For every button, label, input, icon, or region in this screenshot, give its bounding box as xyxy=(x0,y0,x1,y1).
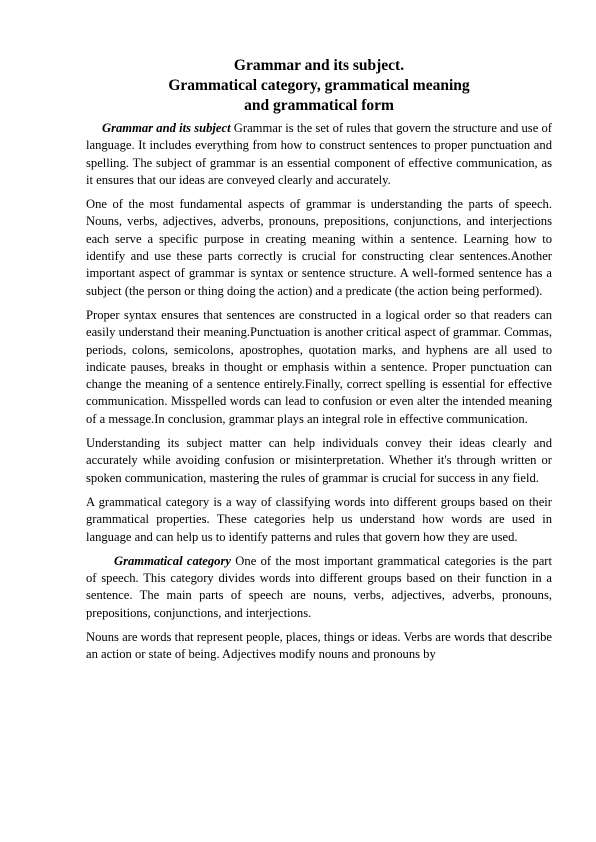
paragraph-grammatical-category-definition: A grammatical category is a way of classifying words into different groups based on their grammatical properties. These categories help us understand how words are used in language and can help us to identify patterns and rules that govern how they are used. xyxy=(86,494,552,544)
document-title xyxy=(86,56,552,116)
title-line-1: Grammar and its subject. xyxy=(233,57,405,74)
paragraph-syntax-punctuation: Proper syntax ensures that sentences are constructed in a logical order so that readers can easily understand their meaning.Punctuation is another critical aspect of grammar. Commas, periods, colons, semicolons, apostrophes, quotation marks, and hyphens are all used to indicate pauses, breaks in thought or emphasis within a sentence. Proper punctuation can change the meaning of a sentence entirely.Finally, correct spelling is essential for effective communication. Misspelled words can lead to confusion or even alter the intended meaning of a message.In conclusion, grammar plays an integral role in effective communication. xyxy=(86,307,552,426)
title-line-3: and grammatical form xyxy=(244,97,394,114)
paragraph-text: Grammar is the set of rules that govern the structure and use of language. It includes everything from how to construct sentences to proper punctuation and spelling. The subject of grammar is an essential component of effective communication, as it ensures that our ideas are conveyed clearly and accurately. xyxy=(86,121,552,187)
paragraph-grammar-subject xyxy=(86,120,552,189)
paragraph-lead-grammatical-category: Grammatical category xyxy=(114,553,231,568)
paragraph-nouns-verbs: Nouns are words that represent people, places, things or ideas. Verbs are words that describe an action or state of being. Adjectives modify nouns and pronouns by xyxy=(86,630,552,662)
paragraph-text: One of the most important grammatical categories is the part of speech. This category divides words into different groups based on their function in a sentence. The main parts of speech are nouns, verbs, adjectives, adverbs, pronouns, prepositions, conjunctions, and interjections. xyxy=(86,553,552,620)
paragraph-grammatical-category xyxy=(86,553,552,622)
paragraph-parts-of-speech: One of the most fundamental aspects of grammar is understanding the parts of speech. Nouns, verbs, adjectives, adverbs, pronouns, prepositions, conjunctions, and interjections each serve a specific purpose in creating meaning within a sentence. Learning how to identify and use these parts correctly is crucial for constructing clear sentences.Another important aspect of grammar is syntax or sentence structure. A well-formed sentence has a subject (the person or thing doing the action) and a predicate (the action being performed). xyxy=(86,197,552,298)
paragraph-subject-matter: Understanding its subject matter can help individuals convey their ideas clearly and accurately while avoiding confusion or misinterpretation. Whether it's through written or spoken communication, mastering the rules of grammar is crucial for success in any field. xyxy=(86,436,552,485)
title-line-2: Grammatical category, grammatical meaning xyxy=(168,77,470,94)
paragraph-lead-grammar-subject: Grammar and its subject xyxy=(102,121,231,135)
